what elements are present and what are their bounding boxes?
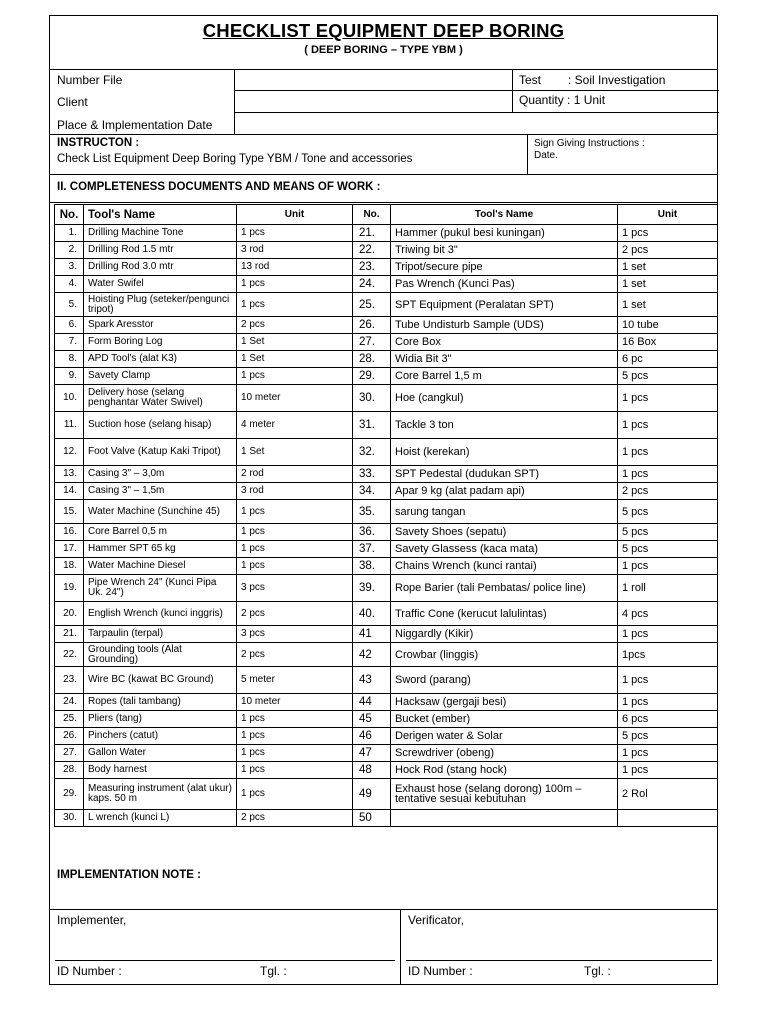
- table-cell-unit: 1 pcs: [237, 524, 353, 541]
- table-cell-tool-name: Hoisting Plug (seteker/pengunci tripot): [84, 293, 237, 317]
- table-row: [55, 541, 718, 558]
- table-cell-tool-name: Form Boring Log: [84, 334, 237, 351]
- table-cell-unit: 1 pcs: [618, 225, 718, 242]
- table-cell-number: 16.: [55, 524, 84, 541]
- verificator-date-label: Tgl. :: [584, 964, 611, 978]
- table-row: [55, 524, 718, 541]
- table-cell-tool-name: Body harnest: [84, 762, 237, 779]
- table-cell-unit: 1pcs: [618, 643, 718, 667]
- table-cell-unit: 4 pcs: [618, 602, 718, 626]
- table-cell-tool-name: Hoe (cangkul): [391, 385, 618, 412]
- table-cell-tool-name: Hammer SPT 65 kg: [84, 541, 237, 558]
- divider: [50, 202, 717, 203]
- table-cell-tool-name: Hammer (pukul besi kuningan): [391, 225, 618, 242]
- table-row: [55, 626, 718, 643]
- table-cell-unit: 1 pcs: [618, 745, 718, 762]
- table-cell-unit: 16 Box: [618, 334, 718, 351]
- table-row: [55, 575, 718, 602]
- table-cell-number: 4.: [55, 276, 84, 293]
- table-row: [55, 483, 718, 500]
- table-cell-tool-name: English Wrench (kunci inggris): [84, 602, 237, 626]
- implementation-note-heading: IMPLEMENTATION NOTE :: [57, 869, 201, 881]
- table-cell-unit: 5 meter: [237, 667, 353, 694]
- table-row: [55, 225, 718, 242]
- table-cell-tool-name: Pliers (tang): [84, 711, 237, 728]
- table-cell-number: 25.: [353, 293, 391, 317]
- table-cell-number: 29.: [353, 368, 391, 385]
- table-cell-tool-name: Chains Wrench (kunci rantai): [391, 558, 618, 575]
- table-cell-unit: 1 pcs: [237, 762, 353, 779]
- table-cell-tool-name: SPT Equipment (Peralatan SPT): [391, 293, 618, 317]
- table-cell-tool-name: Water Swifel: [84, 276, 237, 293]
- table-cell-tool-name: Measuring instrument (alat ukur) kaps. 50 m: [84, 779, 237, 810]
- document-subtitle: ( DEEP BORING – TYPE YBM ): [304, 44, 463, 56]
- sign-label: Sign Giving Instructions :: [534, 138, 645, 149]
- table-cell-number: 34.: [353, 483, 391, 500]
- table-cell-number: 30.: [353, 385, 391, 412]
- table-row: [55, 293, 718, 317]
- table-cell-number: 47: [353, 745, 391, 762]
- table-cell-number: 12.: [55, 439, 84, 466]
- table-cell-unit: 5 pcs: [618, 368, 718, 385]
- table-cell-unit: 1 set: [618, 293, 718, 317]
- column-header: Tool's Name: [84, 205, 237, 225]
- table-cell-number: 25.: [55, 711, 84, 728]
- column-header: Tool's Name: [391, 205, 618, 225]
- table-cell-unit: 10 meter: [237, 694, 353, 711]
- table-cell-unit: 1 pcs: [618, 466, 718, 483]
- table-cell-unit: 2 pcs: [237, 602, 353, 626]
- table-cell-unit: 6 pc: [618, 351, 718, 368]
- table-cell-number: 9.: [55, 368, 84, 385]
- table-cell-number: 5.: [55, 293, 84, 317]
- table-cell-tool-name: Niggardly (Kikir): [391, 626, 618, 643]
- divider: [50, 134, 717, 135]
- tools-table-body: [55, 225, 718, 827]
- table-row: [55, 810, 718, 827]
- table-row: [55, 558, 718, 575]
- table-cell-tool-name: Tarpaulin (terpal): [84, 626, 237, 643]
- table-cell-tool-name: Screwdriver (obeng): [391, 745, 618, 762]
- table-cell-tool-name: Drilling Rod 1.5 mtr: [84, 242, 237, 259]
- date-label: Date.: [534, 150, 558, 161]
- table-cell-tool-name: Core Barrel 1,5 m: [391, 368, 618, 385]
- table-cell-unit: 3 rod: [237, 242, 353, 259]
- table-cell-number: 31.: [353, 412, 391, 439]
- column-header: No.: [55, 205, 84, 225]
- column-header: No.: [353, 205, 391, 225]
- table-cell-tool-name: Grounding tools (Alat Grounding): [84, 643, 237, 667]
- table-row: [55, 500, 718, 524]
- table-cell-tool-name: Savety Shoes (sepatu): [391, 524, 618, 541]
- table-cell-number: 39.: [353, 575, 391, 602]
- table-cell-unit: 13 rod: [237, 259, 353, 276]
- table-cell-number: 26.: [353, 317, 391, 334]
- test-label: Test: [519, 73, 542, 87]
- table-cell-tool-name: Rope Barier (tali Pembatas/ police line): [391, 575, 618, 602]
- table-cell-unit: 5 pcs: [618, 541, 718, 558]
- table-cell-unit: 2 Rol: [618, 779, 718, 810]
- table-cell-unit: 2 rod: [237, 466, 353, 483]
- table-row: [55, 412, 718, 439]
- instruction-text: Check List Equipment Deep Boring Type YBM / Tone and accessories: [57, 153, 413, 165]
- table-cell-tool-name: Drilling Rod 3.0 mtr: [84, 259, 237, 276]
- table-cell-number: 23.: [55, 667, 84, 694]
- divider: [234, 112, 719, 113]
- table-cell-number: 21.: [55, 626, 84, 643]
- table-row: [55, 351, 718, 368]
- table-cell-tool-name: Pinchers (catut): [84, 728, 237, 745]
- signature-line: [406, 960, 712, 961]
- table-cell-tool-name: Savety Clamp: [84, 368, 237, 385]
- table-row: [55, 711, 718, 728]
- table-cell-number: 45: [353, 711, 391, 728]
- table-cell-number: 35.: [353, 500, 391, 524]
- table-cell-unit: 1 set: [618, 259, 718, 276]
- table-cell-number: 38.: [353, 558, 391, 575]
- table-cell-unit: 1 pcs: [618, 439, 718, 466]
- implementer-id-label: ID Number :: [57, 964, 122, 978]
- section-title: II. COMPLETENESS DOCUMENTS AND MEANS OF WORK :: [57, 181, 381, 193]
- table-cell-tool-name: Spark Aresstor: [84, 317, 237, 334]
- table-cell-unit: 2 pcs: [618, 483, 718, 500]
- table-cell-unit: 5 pcs: [618, 524, 718, 541]
- table-cell-tool-name: Sword (parang): [391, 667, 618, 694]
- table-row: [55, 745, 718, 762]
- table-row: [55, 242, 718, 259]
- table-cell-number: 49: [353, 779, 391, 810]
- table-cell-unit: 1 pcs: [237, 276, 353, 293]
- column-header: Unit: [618, 205, 718, 225]
- table-cell-number: 48: [353, 762, 391, 779]
- table-row: [55, 317, 718, 334]
- table-cell-number: 33.: [353, 466, 391, 483]
- table-row: [55, 602, 718, 626]
- table-cell-tool-name: Water Machine Diesel: [84, 558, 237, 575]
- table-cell-unit: 1 roll: [618, 575, 718, 602]
- client-label: Client: [57, 95, 88, 109]
- table-cell-number: 21.: [353, 225, 391, 242]
- table-cell-unit: 1 pcs: [618, 762, 718, 779]
- table-cell-number: 44: [353, 694, 391, 711]
- table-cell-tool-name: Apar 9 kg (alat padam api): [391, 483, 618, 500]
- divider: [400, 909, 401, 985]
- table-cell-number: 6.: [55, 317, 84, 334]
- table-row: [55, 334, 718, 351]
- table-cell-number: 29.: [55, 779, 84, 810]
- table-cell-tool-name: Ropes (tali tambang): [84, 694, 237, 711]
- table-cell-tool-name: Savety Glassess (kaca mata): [391, 541, 618, 558]
- table-cell-unit: 1 pcs: [618, 385, 718, 412]
- table-cell-number: 19.: [55, 575, 84, 602]
- table-cell-number: 41: [353, 626, 391, 643]
- table-cell-number: 43: [353, 667, 391, 694]
- table-cell-number: 32.: [353, 439, 391, 466]
- table-cell-number: 1.: [55, 225, 84, 242]
- table-cell-number: 22.: [353, 242, 391, 259]
- column-header: Unit: [237, 205, 353, 225]
- table-cell-number: 37.: [353, 541, 391, 558]
- table-cell-tool-name: APD Tool's (alat K3): [84, 351, 237, 368]
- table-cell-unit: 5 pcs: [618, 728, 718, 745]
- table-cell-number: 40.: [353, 602, 391, 626]
- table-cell-unit: 1 pcs: [618, 694, 718, 711]
- table-cell-tool-name: Gallon Water: [84, 745, 237, 762]
- table-cell-number: 10.: [55, 385, 84, 412]
- table-cell-tool-name: Crowbar (linggis): [391, 643, 618, 667]
- verificator-label: Verificator,: [408, 913, 465, 927]
- table-row: [55, 466, 718, 483]
- table-cell-unit: 2 pcs: [237, 643, 353, 667]
- table-cell-unit: 3 pcs: [237, 626, 353, 643]
- table-row: [55, 667, 718, 694]
- divider: [234, 69, 235, 134]
- table-cell-unit: 1 pcs: [237, 728, 353, 745]
- table-cell-tool-name: Wire BC (kawat BC Ground): [84, 667, 237, 694]
- number-file-label: Number File: [57, 73, 123, 87]
- table-cell-unit: 1 pcs: [618, 667, 718, 694]
- table-cell-number: 13.: [55, 466, 84, 483]
- table-cell-number: 28.: [353, 351, 391, 368]
- table-cell-unit: 1 Set: [237, 351, 353, 368]
- implementer-date-label: Tgl. :: [260, 964, 287, 978]
- table-cell-unit: 1 pcs: [237, 745, 353, 762]
- verificator-id-label: ID Number :: [408, 964, 473, 978]
- test-value: : Soil Investigation: [568, 73, 666, 87]
- table-cell-tool-name: Traffic Cone (kerucut lalulintas): [391, 602, 618, 626]
- table-cell-unit: 1 pcs: [237, 293, 353, 317]
- table-cell-tool-name: Suction hose (selang hisap): [84, 412, 237, 439]
- place-date-label: Place & Implementation Date: [57, 118, 213, 132]
- table-row: [55, 728, 718, 745]
- table-row: [55, 259, 718, 276]
- divider: [50, 174, 717, 175]
- table-cell-unit: 1 pcs: [237, 779, 353, 810]
- table-cell-number: 50: [353, 810, 391, 827]
- table-cell-tool-name: L wrench (kunci L): [84, 810, 237, 827]
- table-cell-tool-name: sarung tangan: [391, 500, 618, 524]
- table-cell-unit: [618, 810, 718, 827]
- table-cell-unit: 10 meter: [237, 385, 353, 412]
- checklist-sheet: [49, 15, 718, 985]
- table-cell-unit: 1 pcs: [237, 711, 353, 728]
- table-cell-tool-name: [391, 810, 618, 827]
- divider: [234, 90, 719, 91]
- table-row: [55, 694, 718, 711]
- table-cell-unit: 1 Set: [237, 439, 353, 466]
- document-title: CHECKLIST EQUIPMENT DEEP BORING: [202, 20, 565, 41]
- table-cell-number: 27.: [353, 334, 391, 351]
- table-cell-tool-name: SPT Pedestal (dudukan SPT): [391, 466, 618, 483]
- implementer-label: Implementer,: [57, 913, 127, 927]
- table-cell-unit: 5 pcs: [618, 500, 718, 524]
- table-cell-number: 14.: [55, 483, 84, 500]
- table-cell-tool-name: Delivery hose (selang penghantar Water Swivel): [84, 385, 237, 412]
- table-row: [55, 439, 718, 466]
- table-cell-unit: 10 tube: [618, 317, 718, 334]
- instruction-heading: INSTRUCTON :: [57, 137, 140, 149]
- table-cell-tool-name: Casing 3" – 3,0m: [84, 466, 237, 483]
- table-header-row: [55, 205, 718, 225]
- table-cell-number: 24.: [55, 694, 84, 711]
- table-cell-tool-name: Core Box: [391, 334, 618, 351]
- table-cell-unit: 3 pcs: [237, 575, 353, 602]
- divider: [50, 909, 717, 910]
- tools-table: [54, 204, 718, 827]
- table-cell-tool-name: Widia Bit 3": [391, 351, 618, 368]
- table-cell-unit: 1 pcs: [618, 626, 718, 643]
- table-cell-tool-name: Hoist (kerekan): [391, 439, 618, 466]
- table-row: [55, 762, 718, 779]
- table-cell-number: 20.: [55, 602, 84, 626]
- table-cell-tool-name: Core Barrel 0,5 m: [84, 524, 237, 541]
- table-cell-tool-name: Pas Wrench (Kunci Pas): [391, 276, 618, 293]
- quantity-label: Quantity : 1 Unit: [519, 93, 606, 107]
- table-cell-unit: 2 pcs: [237, 810, 353, 827]
- table-cell-tool-name: Tube Undisturb Sample (UDS): [391, 317, 618, 334]
- table-cell-tool-name: Triwing bit 3": [391, 242, 618, 259]
- table-cell-tool-name: Hock Rod (stang hock): [391, 762, 618, 779]
- table-cell-number: 7.: [55, 334, 84, 351]
- divider: [50, 69, 717, 70]
- table-cell-unit: 3 rod: [237, 483, 353, 500]
- table-row: [55, 276, 718, 293]
- table-cell-unit: 2 pcs: [618, 242, 718, 259]
- table-cell-number: 17.: [55, 541, 84, 558]
- table-cell-tool-name: Drilling Machine Tone: [84, 225, 237, 242]
- table-cell-unit: 1 set: [618, 276, 718, 293]
- signature-line: [55, 960, 395, 961]
- table-cell-number: 24.: [353, 276, 391, 293]
- table-cell-tool-name: Tackle 3 ton: [391, 412, 618, 439]
- table-cell-unit: 1 Set: [237, 334, 353, 351]
- table-cell-unit: 1 pcs: [237, 558, 353, 575]
- table-cell-unit: 1 pcs: [237, 500, 353, 524]
- table-cell-tool-name: Tripot/secure pipe: [391, 259, 618, 276]
- table-cell-tool-name: Pipe Wrench 24" (Kunci Pipa Uk. 24"): [84, 575, 237, 602]
- table-cell-unit: 1 pcs: [618, 412, 718, 439]
- table-cell-tool-name: Derigen water & Solar: [391, 728, 618, 745]
- table-cell-unit: 1 pcs: [237, 368, 353, 385]
- table-row: [55, 368, 718, 385]
- table-cell-tool-name: Foot Valve (Katup Kaki Tripot): [84, 439, 237, 466]
- table-cell-number: 28.: [55, 762, 84, 779]
- table-cell-number: 22.: [55, 643, 84, 667]
- table-cell-number: 18.: [55, 558, 84, 575]
- table-cell-tool-name: Casing 3" – 1,5m: [84, 483, 237, 500]
- table-cell-number: 11.: [55, 412, 84, 439]
- table-cell-number: 30.: [55, 810, 84, 827]
- divider: [527, 134, 528, 174]
- table-cell-unit: 1 pcs: [618, 558, 718, 575]
- table-cell-number: 26.: [55, 728, 84, 745]
- table-cell-number: 8.: [55, 351, 84, 368]
- table-cell-unit: 6 pcs: [618, 711, 718, 728]
- table-cell-number: 27.: [55, 745, 84, 762]
- table-cell-unit: 1 pcs: [237, 225, 353, 242]
- table-cell-number: 15.: [55, 500, 84, 524]
- table-cell-number: 36.: [353, 524, 391, 541]
- table-cell-number: 42: [353, 643, 391, 667]
- table-row: [55, 643, 718, 667]
- table-cell-tool-name: Hacksaw (gergaji besi): [391, 694, 618, 711]
- table-cell-number: 46: [353, 728, 391, 745]
- table-cell-tool-name: Bucket (ember): [391, 711, 618, 728]
- table-cell-number: 23.: [353, 259, 391, 276]
- table-cell-unit: 1 pcs: [237, 541, 353, 558]
- table-cell-tool-name: Exhaust hose (selang dorong) 100m – tentative sesuai kebutuhan: [391, 779, 618, 810]
- table-row: [55, 779, 718, 810]
- table-cell-number: 2.: [55, 242, 84, 259]
- table-cell-number: 3.: [55, 259, 84, 276]
- table-row: [55, 385, 718, 412]
- table-cell-tool-name: Water Machine (Sunchine 45): [84, 500, 237, 524]
- table-cell-unit: 2 pcs: [237, 317, 353, 334]
- table-cell-unit: 4 meter: [237, 412, 353, 439]
